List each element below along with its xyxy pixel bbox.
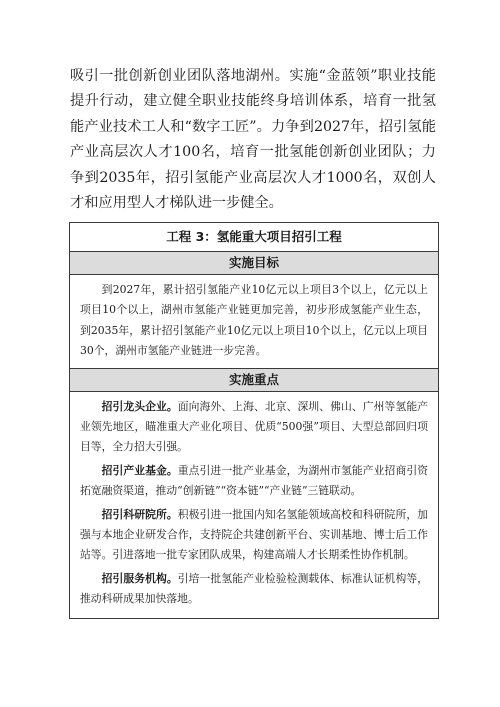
project-box — [69, 222, 439, 619]
intro-paragraph-block — [70, 64, 436, 216]
focus-item-keyword: 招引科研院所。 — [101, 507, 178, 521]
goals-heading: 实施目标 — [70, 252, 438, 275]
focus-item — [80, 461, 428, 502]
focus-item-text: 引培一批氢能产业检验检测载体、标准认证机构等，推动科研成果加快落地。 — [80, 571, 429, 606]
focus-item-text: 面向海外、上海、北京、深圳、佛山、广州等氢能产业领先地区，瞄准重大产业化项目、优质“500强”项目、大型总部回归项目等，全力招大引强。 — [80, 399, 429, 454]
project-box-title: 工程 3：氢能重大项目招引工程 — [70, 223, 438, 252]
goals-text: 到2027年，累计招引氢能产业10亿元以上项目3个以上，亿元以上项目10个以上，湖州市氢能产业链更加完善，初步形成氢能产业生态，到2035年，累计招引氢能产业10亿元以上项目10个以上，亿元以上项目30个，湖州市氢能产业链进一步完善。 — [80, 283, 428, 358]
focus-item — [80, 505, 428, 566]
focus-item-text: 积极引进一批国内知名氢能领域高校和科研院所，加强与本地企业研发合作，支持院企共建创新平台、实训基地、博士后工作站等。引进落地一批专家团队成果，构建高端人才长期柔性协作机制。 — [80, 507, 429, 562]
focus-item — [80, 397, 428, 458]
focus-item-text: 重点引进一批产业基金，为湖州市氢能产业招商引资拓宽融资渠道，推动“创新链”“资本链”“产业链”三链联动。 — [80, 463, 429, 498]
focus-item-keyword: 招引服务机构。 — [101, 571, 178, 585]
focus-item-keyword: 招引产业基金。 — [101, 463, 178, 477]
intro-paragraph: 吸引一批创新创业团队落地湖州。实施“金蓝领”职业技能提升行动，建立健全职业技能终身培训体系，培育一批氢能产业技术工人和“数字工匠”。力争到2027年，招引氢能产业高层次人才100名，培育一批氢能创新创业团队；力争到2035年，招引氢能产业高层次人才1000名，双创人才和应用型人才梯队进一步健全。 — [70, 68, 436, 212]
focus-heading: 实施重点 — [70, 369, 438, 392]
focus-item — [80, 569, 428, 610]
focus-body — [70, 392, 438, 618]
focus-item-keyword: 招引龙头企业。 — [101, 399, 178, 413]
goals-body — [70, 275, 438, 369]
